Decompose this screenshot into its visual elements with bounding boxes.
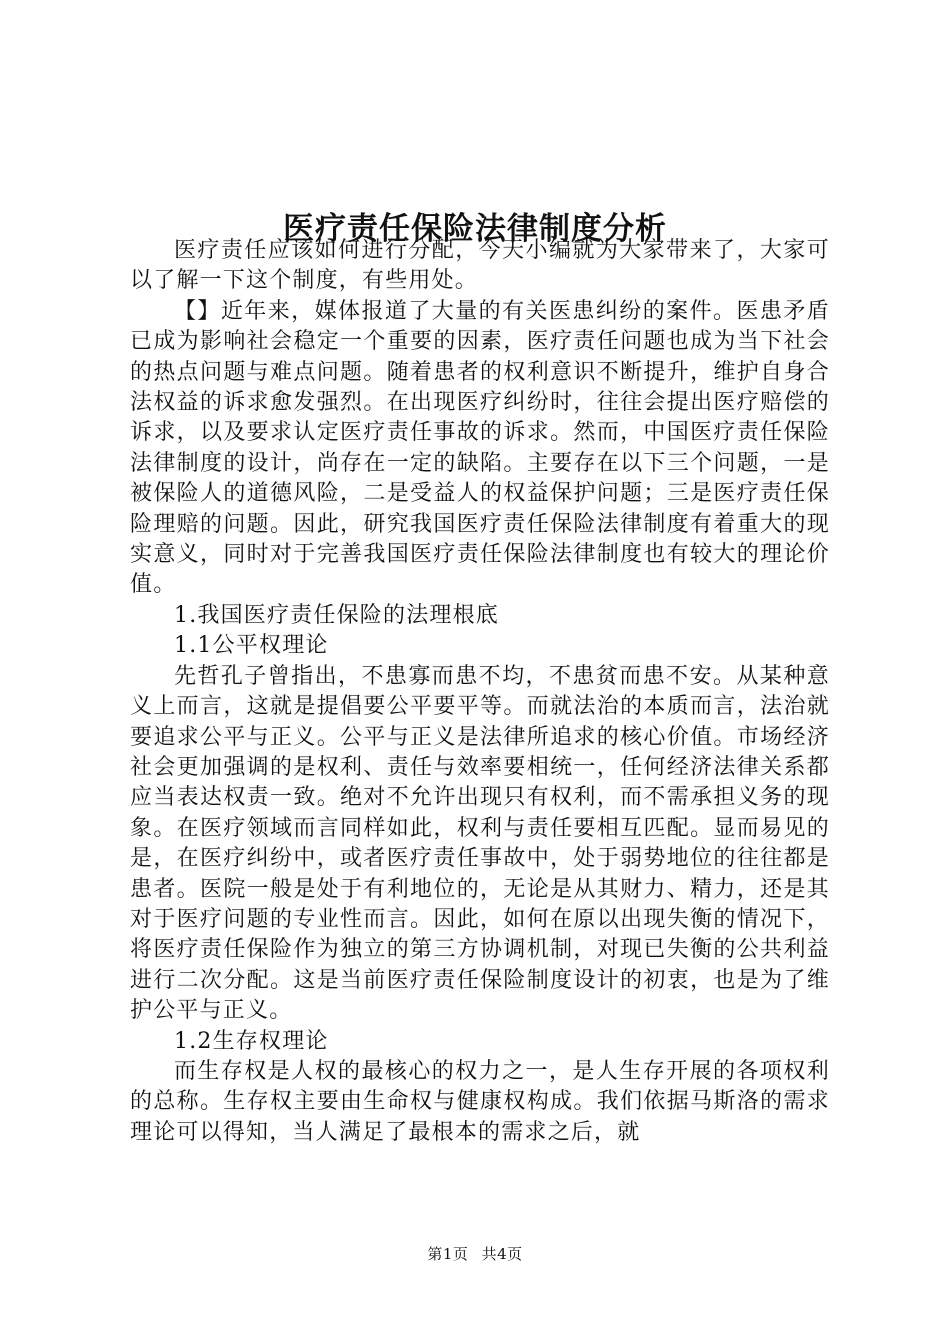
intro-paragraph: 医疗责任应该如何进行分配，今天小编就为大家带来了，大家可以了解一下这个制度，有些用处。 — [130, 238, 830, 294]
page-footer — [0, 1244, 950, 1264]
document-body — [130, 236, 830, 1148]
page-total: 共4页 — [481, 1245, 523, 1263]
background-paragraph: 【】近年来，媒体报道了大量的有关医患纠纷的案件。医患矛盾已成为影响社会稳定一个重要的因素，医疗责任问题也成为当下社会的热点问题与难点问题。随着患者的权利意识不断提升，维护自身合法权益的诉求愈发强烈。在出现医疗纠纷时，往往会提出医疗赔偿的诉求，以及要求认定医疗责任事故的诉求。然而，中国医疗责任保险法律制度的设计，尚存在一定的缺陷。主要存在以下三个问题，一是被保险人的道德风险，二是受益人的权益保护问题；三是医疗责任保险理赔的问题。因此，研究我国医疗责任保险法律制度有着重大的现实意义，同时对于完善我国医疗责任保险法律制度也有较大的理论价值。 — [130, 298, 830, 598]
document-title: 医疗责任保险法律制度分析 — [283, 210, 667, 247]
subsection-heading-1-1: 1.1公平权理论 — [174, 633, 329, 659]
fairness-theory-paragraph: 先哲孔子曾指出，不患寡而患不均，不患贫而患不安。从某种意义上而言，这就是提倡要公平要平等。而就法治的本质而言，法治就要追求公平与正义。公平与正义是法律所追求的核心价值。市场经济社会更加强调的是权利、责任与效率要相统一，任何经济法律关系都应当表达权责一致。绝对不允许出现只有权利，而不需承担义务的现象。在医疗领域而言同样如此，权利与责任要相互匹配。显而易见的是，在医疗纠纷中，或者医疗责任事故中，处于弱势地位的往往都是患者。医院一般是处于有利地位的，无论是从其财力、精力，还是其对于医疗问题的专业性而言。因此，如何在原以出现失衡的情况下，将医疗责任保险作为独立的第三方协调机制，对现已失衡的公共利益进行二次分配。这是当前医疗责任保险制度设计的初衷，也是为了维护公平与正义。 — [130, 663, 830, 1024]
section-heading-1: 1.我国医疗责任保险的法理根底 — [174, 602, 499, 628]
subsection-heading-1-2: 1.2生存权理论 — [174, 1028, 329, 1054]
survival-right-paragraph: 而生存权是人权的最核心的权力之一，是人生存开展的各项权利的总称。生存权主要由生命权与健康权构成。我们依据马斯洛的需求理论可以得知，当人满足了最根本的需求之后，就 — [130, 1058, 830, 1145]
page-number: 第1页 — [427, 1245, 469, 1263]
